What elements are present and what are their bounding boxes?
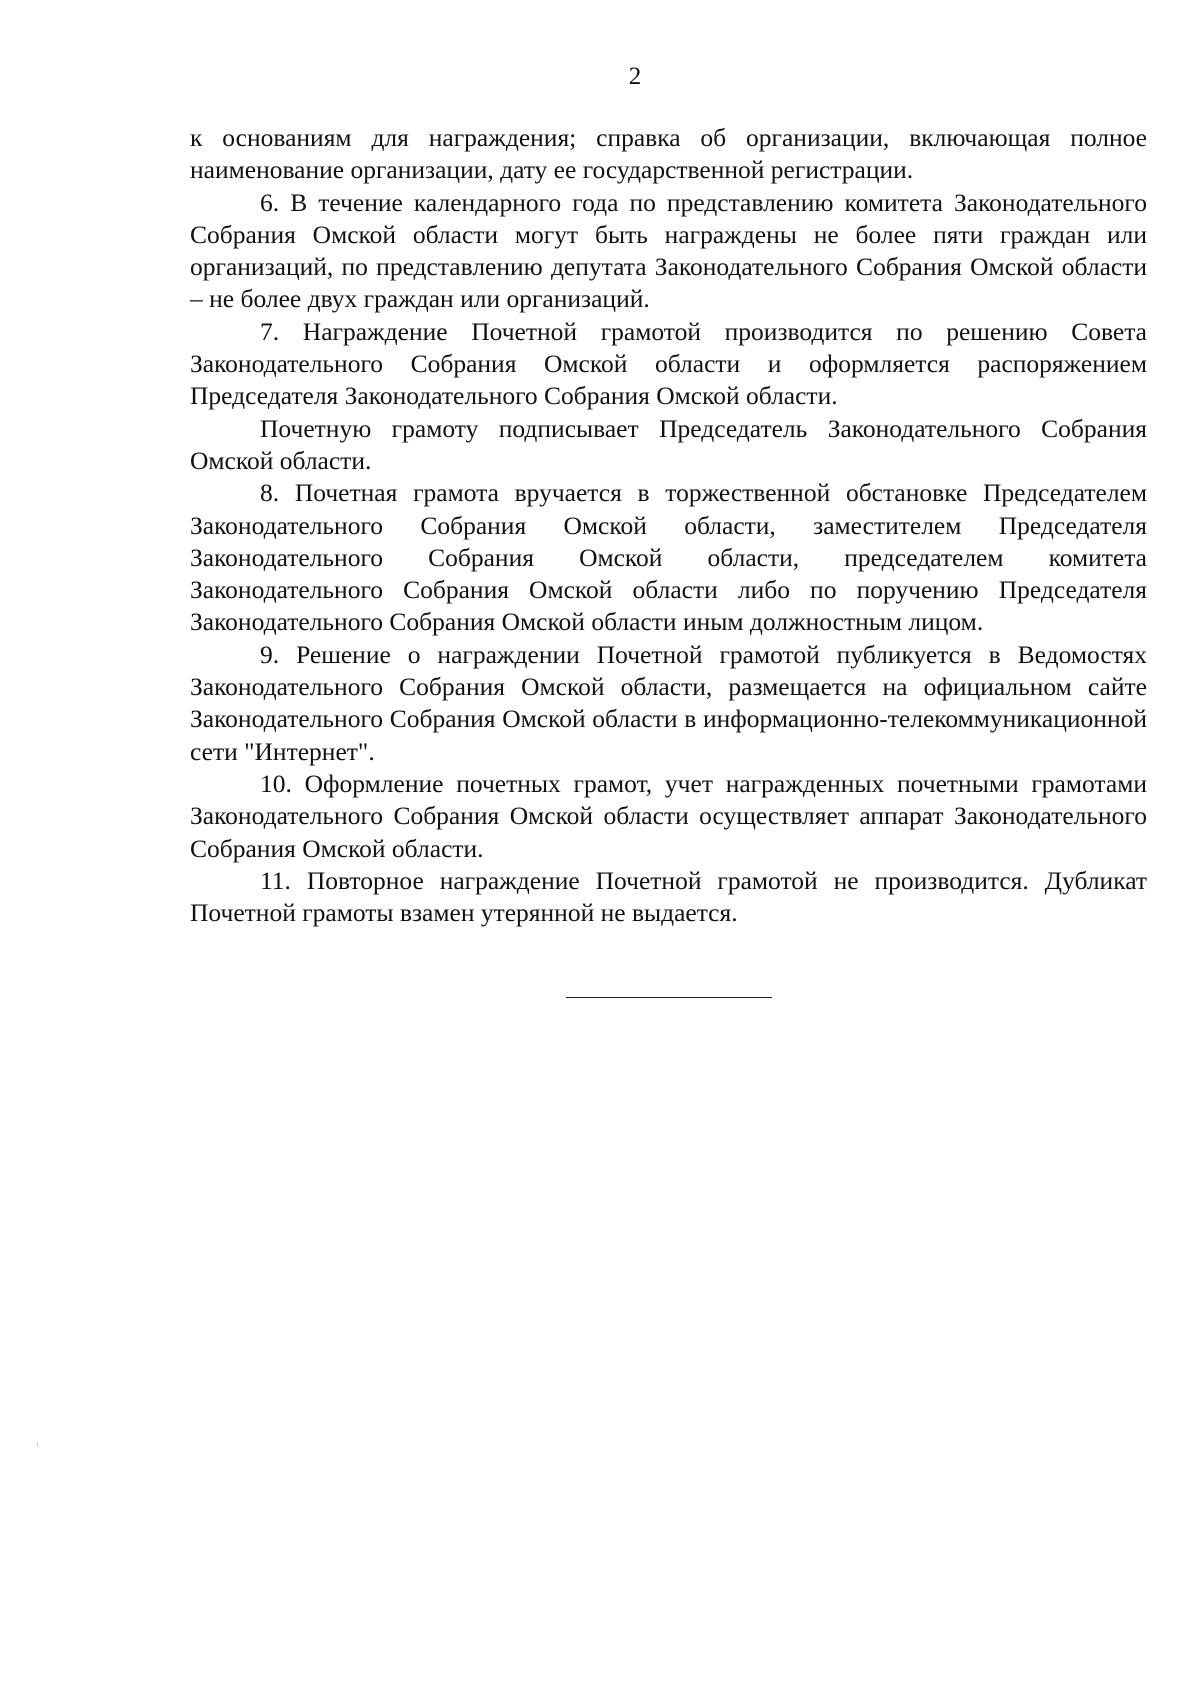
end-of-document-rule bbox=[566, 997, 772, 998]
scan-speck bbox=[37, 1442, 38, 1447]
paragraph-item-9: 9. Решение о награждении Почетной грамотой публикуется в Ведомостях Законодательного Собрания Омской области, размещается на официальном сайте Законодательного Собрания Омской области в информационно-телекоммуникационной сети "Интернет". bbox=[190, 639, 1147, 766]
paragraph-signature-note: Почетную грамоту подписывает Председатель Законодательного Собрания Омской области. bbox=[190, 413, 1147, 475]
paragraph-continuation: к основаниям для награждения; справка об организации, включающая полное наименование организации, дату ее государственной регистрации. bbox=[190, 123, 1147, 185]
paragraph-item-10: 10. Оформление почетных грамот, учет награжденных почетными грамотами Законодательного Собрания Омской области осуществляет аппарат Законодательного Собрания Омской области. bbox=[190, 768, 1147, 863]
document-body bbox=[190, 122, 1147, 929]
paragraph-item-7: 7. Награждение Почетной грамотой производится по решению Совета Законодательного Собрания Омской области и оформляется распоряжением Председателя Законодательного Собрания Омской области. bbox=[190, 316, 1147, 411]
paragraph-item-8: 8. Почетная грамота вручается в торжественной обстановке Председателем Законодательного Собрания Омской области, заместителем Председателя Законодательного Собрания Омской области, председателем комитета Законодательного Собрания Омской области либо по поручению Председателя Законодательного Собрания Омской области иным должностным лицом. bbox=[190, 478, 1147, 637]
page-number: 2 bbox=[628, 63, 642, 90]
paragraph-item-11: 11. Повторное награждение Почетной грамотой не производится. Дубликат Почетной грамоты взамен утерянной не выдается. bbox=[190, 865, 1147, 928]
paragraph-item-6: 6. В течение календарного года по представлению комитета Законодательного Собрания Омской области могут быть награждены не более пяти граждан или организаций, по представлению депутата Законодательного Собрания Омской области – не более двух граждан или организаций. bbox=[190, 187, 1147, 314]
